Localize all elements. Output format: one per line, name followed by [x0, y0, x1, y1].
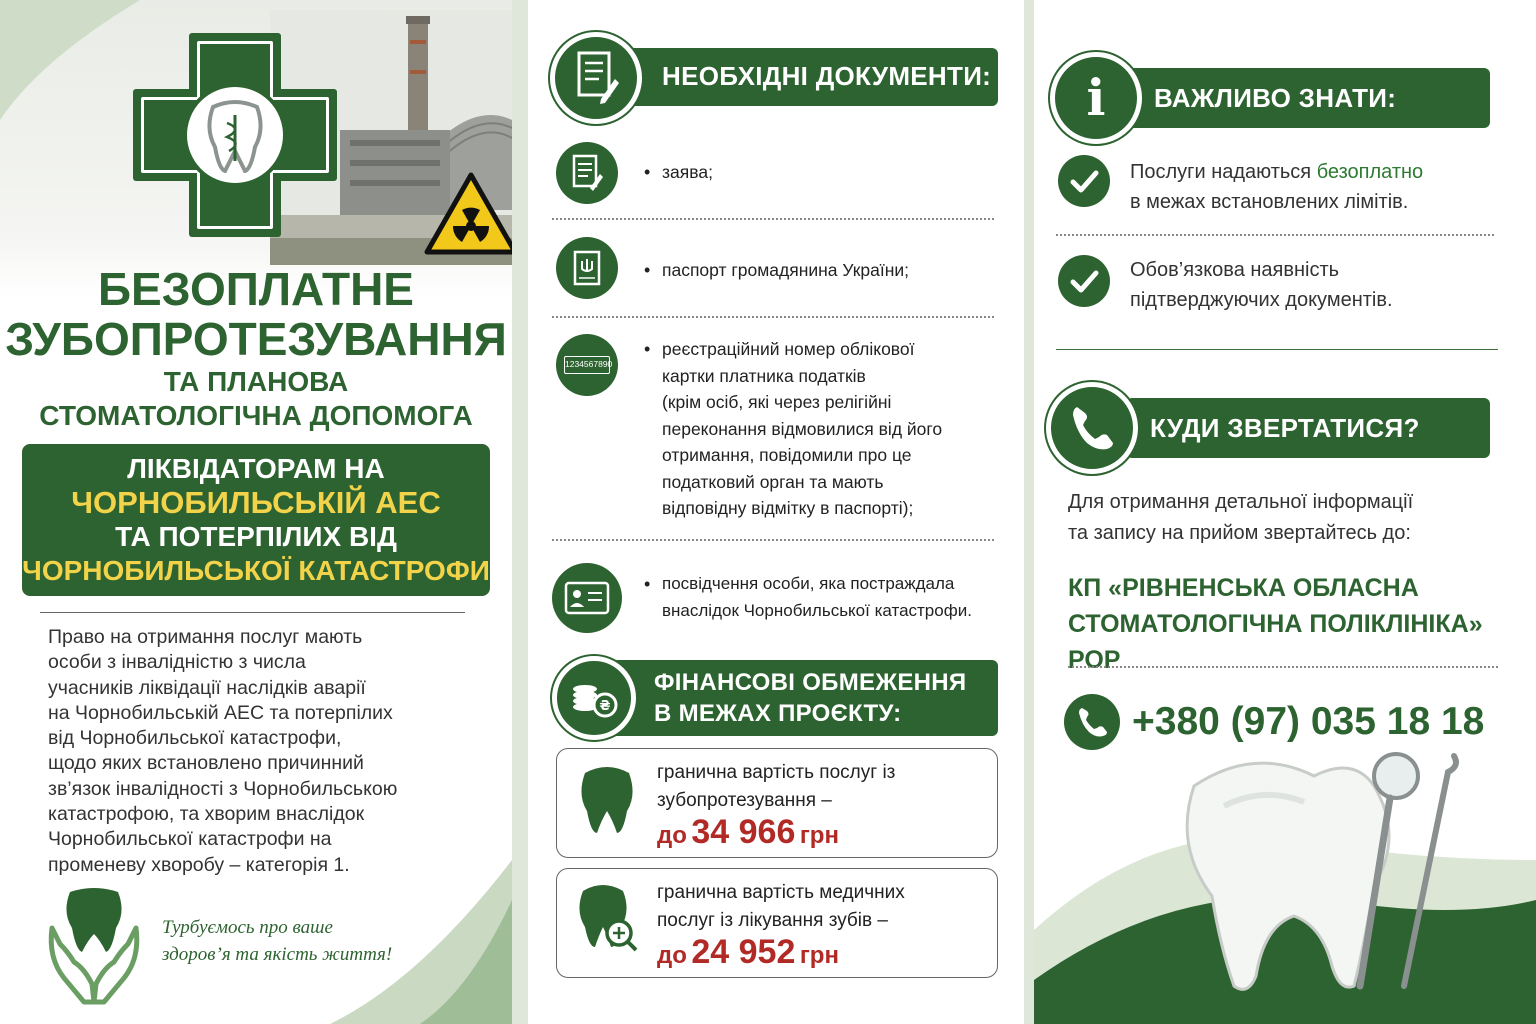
medical-cross-logo: [133, 33, 337, 237]
slogan-line-1: Турбуємось про ваше: [162, 917, 333, 938]
contact-description: [1068, 487, 1413, 549]
info-icon: i: [1050, 52, 1142, 144]
title-line-4: СТОМАТОЛОГІЧНА ДОПОМОГА: [39, 400, 473, 431]
limit-2-line-1: гранична вартість медичних: [657, 882, 905, 903]
doc-item-line: отримання, повідомили про це: [662, 445, 912, 465]
divider: [1056, 234, 1494, 236]
price-amount: 24 952: [691, 933, 796, 971]
info-item-free: [1130, 157, 1423, 217]
doc-item-text: паспорт громадянина України;: [662, 260, 910, 280]
contact-header-text: КУДИ ЗВЕРТАТИСЯ?: [1150, 413, 1420, 443]
eligibility-text: [48, 625, 468, 878]
info-item-documents: [1130, 255, 1393, 315]
tax-number-icon-text: 1234567890: [564, 356, 610, 374]
clinic-name-line-2: СТОМАТОЛОГІЧНА ПОЛІКЛІНІКА» РОР: [1068, 610, 1483, 674]
limit-box-prosthetics: [556, 748, 998, 858]
slogan: [162, 914, 422, 968]
doc-item-line: внаслідок Чорнобильської катастрофи.: [662, 600, 972, 620]
divider: [552, 218, 994, 220]
important-header: [1126, 68, 1490, 128]
banner-line-2: ЧОРНОБИЛЬСЬКІЙ АЕС: [71, 485, 441, 520]
divider: [1068, 666, 1498, 668]
doc-item-line: (крім осіб, які через релігійні: [662, 392, 892, 412]
svg-text:₴: ₴: [599, 699, 611, 714]
info-item-text: Обов’язкова наявність: [1130, 259, 1340, 281]
slogan-line-2: здоров’я та якість життя!: [162, 944, 393, 965]
phone-number[interactable]: +380 (97) 035 18 18: [1132, 700, 1485, 743]
divider: [40, 612, 465, 613]
tooth-caduceus-icon: [203, 99, 267, 173]
clinic-name: [1068, 570, 1536, 678]
coins-icon: [552, 656, 636, 740]
doc-item-certificate: • посвідчення особи, яка постраждала внаслідок Чорнобильської катастрофи.: [662, 571, 972, 624]
eligibility-line: Право на отримання послуг мають: [48, 626, 363, 648]
eligibility-line: зв’язок інвалідності з Чорнобильською: [48, 777, 398, 800]
financial-header-line-2: В МЕЖАХ ПРОЄКТУ:: [654, 700, 902, 727]
doc-item-passport: • паспорт громадянина України;: [644, 260, 910, 280]
doc-item-line: реєстраційний номер облікової: [662, 339, 915, 359]
banner-line-4: ЧОРНОБИЛЬСЬКОЇ КАТАСТРОФИ: [22, 555, 490, 586]
right-panel: [1034, 0, 1536, 1024]
phone-icon: [1064, 694, 1120, 750]
divider: [1056, 349, 1498, 350]
documents-header-text: НЕОБХІДНІ ДОКУМЕНТИ:: [662, 61, 992, 91]
price-amount: 34 966: [691, 813, 796, 851]
limit-2-price: [657, 933, 839, 972]
contact-line: Для отримання детальної інформації: [1068, 491, 1414, 513]
price-currency: грн: [799, 822, 839, 849]
documents-header: [620, 48, 998, 106]
contact-line: та запису на прийом звертайтесь до:: [1068, 522, 1411, 544]
doc-item-text: заява;: [662, 162, 713, 182]
document-pen-icon: [550, 32, 642, 124]
eligibility-line: щодо яких встановлено причинний: [48, 752, 364, 775]
title-line-3: ТА ПЛАНОВА: [163, 366, 349, 397]
doc-item-line: посвідчення особи, яка постраждала: [662, 574, 955, 593]
eligibility-line: Чорнобильської катастрофи на: [48, 828, 332, 851]
info-item-text: Послуги надаються: [1130, 161, 1317, 183]
eligibility-line: учасників ліквідації наслідків аварії: [48, 676, 366, 699]
eligibility-line: особи з інвалідністю з числа: [48, 651, 306, 674]
doc-item-line: переконання відмовилися від його: [662, 418, 943, 439]
limit-1-price: [657, 813, 839, 852]
limit-2-line-2: послуг із лікування зубів –: [657, 910, 888, 931]
price-prefix: до: [657, 822, 687, 849]
limit-box-treatment: [556, 868, 998, 978]
left-panel: [0, 0, 512, 1024]
limit-1-line-1: гранична вартість послуг із: [657, 762, 896, 783]
tooth-magnifier-icon: [579, 883, 639, 957]
tax-number-icon: [556, 334, 618, 396]
contact-header: [1126, 398, 1490, 458]
check-icon: [1058, 255, 1110, 307]
title-line-1: БЕЗОПЛАТНЕ: [97, 263, 414, 315]
financial-header-line-1: ФІНАНСОВІ ОБМЕЖЕННЯ: [654, 669, 967, 696]
price-prefix: до: [657, 942, 687, 969]
tooth-icon: [579, 765, 635, 835]
info-item-highlight: безоплатно: [1316, 161, 1424, 183]
eligibility-line: від Чорнобильської катастрофи,: [48, 727, 342, 750]
clinic-name-line-1: КП «РІВНЕНСЬКА ОБЛАСНА: [1068, 574, 1419, 602]
divider: [552, 316, 994, 318]
price-currency: грн: [799, 942, 839, 969]
eligibility-line: променеву хворобу – категорія 1.: [48, 853, 350, 876]
limit-1-line-2: зубопротезування –: [657, 790, 832, 811]
radiation-hazard-icon: [424, 172, 512, 256]
divider: [552, 539, 994, 541]
info-item-text: підтверджуючих документів.: [1130, 289, 1393, 311]
tooth-instruments-illustration: [1164, 746, 1484, 1006]
doc-item-line: картки платника податків: [662, 365, 866, 386]
info-item-text: в межах встановлених лімітів.: [1130, 191, 1409, 213]
financial-limits-header: [608, 660, 998, 736]
id-card-icon: [552, 563, 622, 633]
important-header-text: ВАЖЛИВО ЗНАТИ:: [1154, 83, 1397, 113]
eligibility-line: на Чорнобильській АЕС та потерпілих: [48, 701, 393, 724]
eligibility-line: катастрофою, та хворим внаслідок: [48, 803, 365, 826]
hands-tooth-icon: [44, 888, 144, 1006]
phone-icon: [1046, 382, 1138, 474]
check-icon: [1058, 155, 1110, 207]
doc-item-application: • заява;: [644, 162, 713, 182]
passport-icon: [556, 237, 618, 299]
application-form-icon: [556, 142, 618, 204]
middle-panel: [528, 0, 1024, 1024]
doc-item-tax-number: • реєстраційний номер облікової картки платника податків (крім осіб, які через релігійні переконання відмовилися від його отримання, повідомили про це податковий орган та мають відповідну відмітку в паспорті);: [662, 336, 1002, 522]
doc-item-line: відповідну відмітку в паспорті);: [662, 498, 914, 518]
target-group-banner: [22, 444, 490, 596]
doc-item-line: податковий орган та мають: [662, 471, 884, 492]
banner-line-1: ЛІКВІДАТОРАМ НА: [127, 453, 385, 484]
banner-line-3: ТА ПОТЕРПІЛИХ ВІД: [115, 521, 397, 552]
title-line-2: ЗУБОПРОТЕЗУВАННЯ: [5, 313, 507, 365]
